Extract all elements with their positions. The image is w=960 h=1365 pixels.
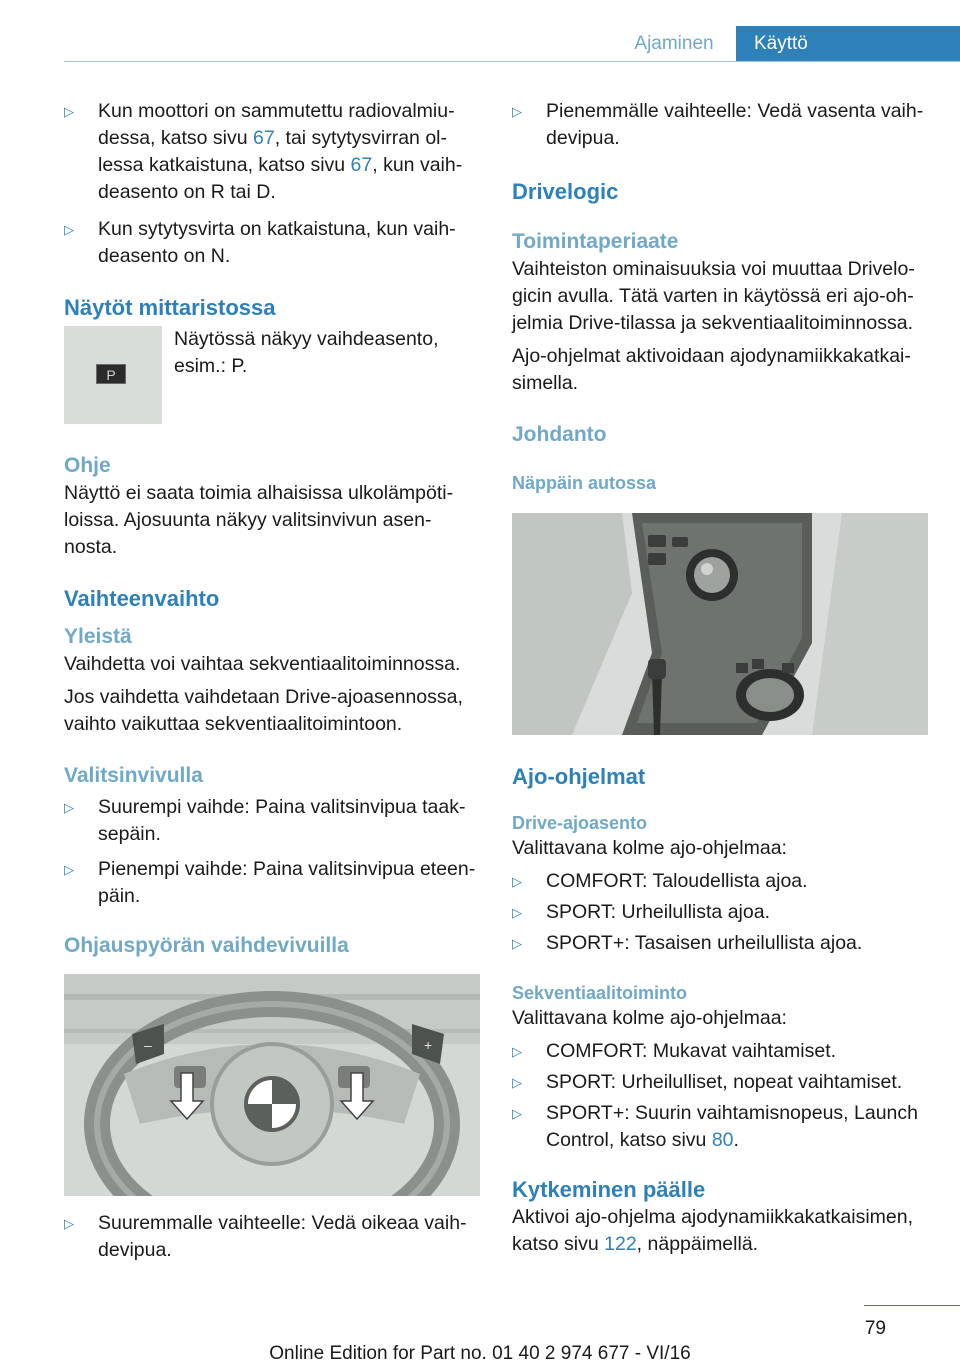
note-text: Näyttö ei saata toimia alhaisissa ulkolämpöti- loissa. Ajosuunta näkyy valitsinvivun asen- nosta. <box>64 482 454 558</box>
subsection-heading: Valitsinvivulla <box>64 764 203 787</box>
list-item <box>512 930 928 957</box>
minor-heading: Drive-ajoasento <box>512 813 648 833</box>
triangle-right-icon: ▷ <box>512 936 522 951</box>
triangle-right-icon: ▷ <box>512 1106 522 1121</box>
list-item-text: Pienempi vaihde: Paina valitsinvipua eteen- päin. <box>98 858 476 907</box>
paddle-plus-label: + <box>424 1037 433 1053</box>
list-item <box>64 794 480 848</box>
page-number: 79 <box>864 1318 886 1339</box>
list-item-text: Pienemmälle vaihteelle: Vedä vasenta vaih- devipua. <box>546 100 924 149</box>
triangle-right-icon: ▷ <box>64 104 74 119</box>
subsection-heading: Toimintaperiaate <box>512 230 679 253</box>
gear-display-block <box>64 326 480 424</box>
paragraph: Aktivoi ajo-ohjelma ajodynamiikkakatkaisimen, katso sivu 122, näppäimellä. <box>512 1206 914 1255</box>
center-console-illustration <box>512 513 928 735</box>
note-heading: Ohje <box>64 454 111 477</box>
triangle-right-icon: ▷ <box>64 862 74 877</box>
page-link[interactable]: 67 <box>253 127 275 149</box>
page-link[interactable]: 80 <box>711 1129 734 1151</box>
right-column <box>512 98 928 1258</box>
list-item-text: COMFORT: Mukavat vaihtamiset. <box>546 1040 837 1062</box>
section-heading: Näytöt mittaristossa <box>64 295 276 320</box>
list-item-text: SPORT+: Suurin vaihtamisnopeus, Launch Control, katso sivu 80. <box>546 1102 918 1151</box>
minor-heading: Näppäin autossa <box>512 473 657 493</box>
section-heading: Vaihteenvaihto <box>64 586 220 611</box>
list-item <box>512 868 928 895</box>
section-heading: Kytkeminen päälle <box>512 1177 706 1202</box>
list-item-text: COMFORT: Taloudellista ajoa. <box>546 870 808 892</box>
paragraph: Jos vaihdetta vaihdetaan Drive-ajoasennossa, vaihto vaikuttaa sekventiaalitoimintoon. <box>64 686 463 735</box>
triangle-right-icon: ▷ <box>64 222 74 237</box>
minor-heading: Sekventiaalitoiminto <box>512 983 688 1003</box>
paddle-minus-label: – <box>144 1037 152 1053</box>
center-console-image <box>512 513 928 735</box>
subsection-heading: Johdanto <box>512 423 607 446</box>
footer-edition: Online Edition for Part no. 01 40 2 974 677 - VI/16 <box>269 1343 691 1364</box>
triangle-right-icon: ▷ <box>512 874 522 889</box>
list-item-text: SPORT+: Tasaisen urheilullista ajoa. <box>546 932 863 954</box>
paragraph: Valittavana kolme ajo-ohjelmaa: <box>512 1007 787 1029</box>
list-item <box>512 98 928 152</box>
section-heading: Ajo-ohjelmat <box>512 764 646 789</box>
header-rule <box>64 61 960 62</box>
paragraph: Ajo-ohjelmat aktivoidaan ajodynamiikkakatkai- simella. <box>512 345 911 394</box>
footer-rule <box>864 1305 960 1306</box>
header-section-tab: Ajaminen <box>634 33 714 54</box>
list-item-text: Suurempi vaihde: Paina valitsinvipua taak- sepäin. <box>98 796 466 845</box>
list-item <box>64 1210 480 1264</box>
paragraph: Vaihdetta voi vaihtaa sekventiaalitoiminnossa. <box>64 653 461 675</box>
gear-display-caption: Näytössä näkyy vaihdeasento, esim.: P. <box>174 328 439 377</box>
list-item-text: SPORT: Urheilulliset, nopeat vaihtamiset. <box>546 1071 903 1093</box>
header-chapter-tab: Käyttö <box>736 26 960 61</box>
paragraph: Valittavana kolme ajo-ohjelmaa: <box>512 837 787 859</box>
subsection-heading: Ohjauspyörän vaihdevivuilla <box>64 934 349 957</box>
triangle-right-icon: ▷ <box>512 1075 522 1090</box>
steering-wheel-image <box>64 974 480 1196</box>
list-item <box>512 1100 928 1154</box>
list-item <box>64 856 480 910</box>
list-item <box>64 98 480 206</box>
left-column <box>64 98 480 1264</box>
steering-wheel-illustration <box>64 974 480 1196</box>
subsection-heading: Yleistä <box>64 625 132 648</box>
section-heading: Drivelogic <box>512 179 619 204</box>
list-item-text: Kun moottori on sammutettu radiovalmiu- dessa, katso sivu 67, tai sytytysvirran ol- lessa katkaistuna, katso sivu 67, kun vaih- deasento on R tai D. <box>98 100 463 203</box>
list-item-text: Kun sytytysvirta on katkaistuna, kun vaih- deasento on N. <box>98 218 456 267</box>
triangle-right-icon: ▷ <box>64 1216 74 1231</box>
list-item <box>64 216 480 270</box>
paragraph: Vaihteiston ominaisuuksia voi muuttaa Drivelo- gicin avulla. Tätä varten in käytössä eri ajo-oh- jelmia Drive-tilassa ja sekventiaalitoiminnossa. <box>512 258 915 334</box>
page-link[interactable]: 67 <box>350 154 373 176</box>
triangle-right-icon: ▷ <box>512 1044 522 1059</box>
list-item <box>512 899 928 926</box>
list-item <box>512 1069 928 1096</box>
list-item-text: Suuremmalle vaihteelle: Vedä oikeaa vaih- devipua. <box>98 1212 467 1261</box>
gear-display-image <box>64 326 162 424</box>
page-link[interactable]: 122 <box>604 1233 637 1255</box>
gear-indicator: P <box>96 364 126 384</box>
list-item <box>512 1038 928 1065</box>
triangle-right-icon: ▷ <box>64 800 74 815</box>
list-item-text: SPORT: Urheilullista ajoa. <box>546 901 770 923</box>
triangle-right-icon: ▷ <box>512 905 522 920</box>
triangle-right-icon: ▷ <box>512 104 522 119</box>
